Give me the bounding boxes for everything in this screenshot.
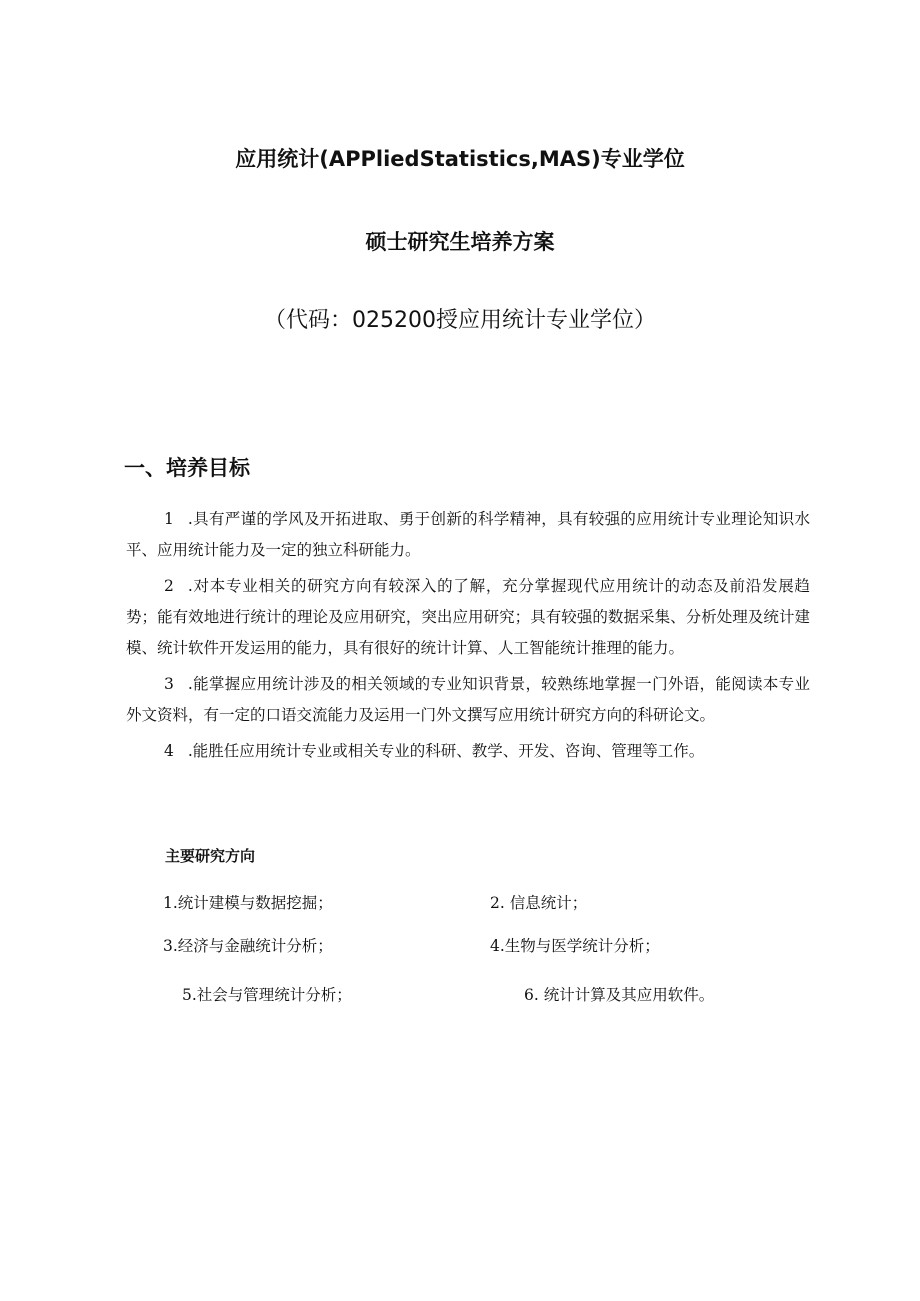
research-direction-item: 3.经济与金融统计分析； xyxy=(163,937,333,955)
goal-item xyxy=(126,736,810,767)
goal-number: 1 xyxy=(164,510,174,528)
section-heading-training-goals: 一、培养目标 xyxy=(124,456,250,480)
research-direction-item: 2. 信息统计； xyxy=(490,894,588,912)
research-direction-item: 5.社会与管理统计分析； xyxy=(182,986,352,1004)
goal-number: 4 xyxy=(164,742,174,760)
research-direction-item: 4.生物与医学统计分析； xyxy=(490,937,660,955)
goals-list xyxy=(126,504,810,772)
goal-text: .能胜任应用统计专业或相关专业的科研、教学、开发、咨询、管理等工作。 xyxy=(187,742,705,760)
document-title-line2: 硕士研究生培养方案 xyxy=(365,230,555,254)
goal-number: 3 xyxy=(164,675,174,693)
document-title-line1: 应用统计(APPliedStatistics,MAS)专业学位 xyxy=(235,147,685,171)
document-code-line: （代码：025200授应用统计专业学位） xyxy=(264,308,656,333)
research-direction-item: 6. 统计计算及其应用软件。 xyxy=(524,986,715,1004)
goal-text: .能掌握应用统计涉及的相关领域的专业知识背景，较熟练地掌握一门外语，能阅读本专业外文资料，有一定的口语交流能力及运用一门外文撰写应用统计研究方向的科研论文。 xyxy=(126,675,810,724)
research-directions-heading: 主要研究方向 xyxy=(165,847,256,865)
goal-item xyxy=(126,504,810,566)
goal-text: .对本专业相关的研究方向有较深入的了解，充分掌握现代应用统计的动态及前沿发展趋势；能有效地进行统计的理论及应用研究，突出应用研究；具有较强的数据采集、分析处理及统计建模、统计软件开发运用的能力，具有很好的统计计算、人工智能统计推理的能力。 xyxy=(126,577,810,657)
goal-item xyxy=(126,669,810,731)
goal-item xyxy=(126,571,810,664)
goal-number: 2 xyxy=(164,577,174,595)
goal-text: .具有严谨的学风及开拓进取、勇于创新的科学精神，具有较强的应用统计专业理论知识水平、应用统计能力及一定的独立科研能力。 xyxy=(126,510,810,559)
research-direction-item: 1.统计建模与数据挖掘； xyxy=(163,894,333,912)
